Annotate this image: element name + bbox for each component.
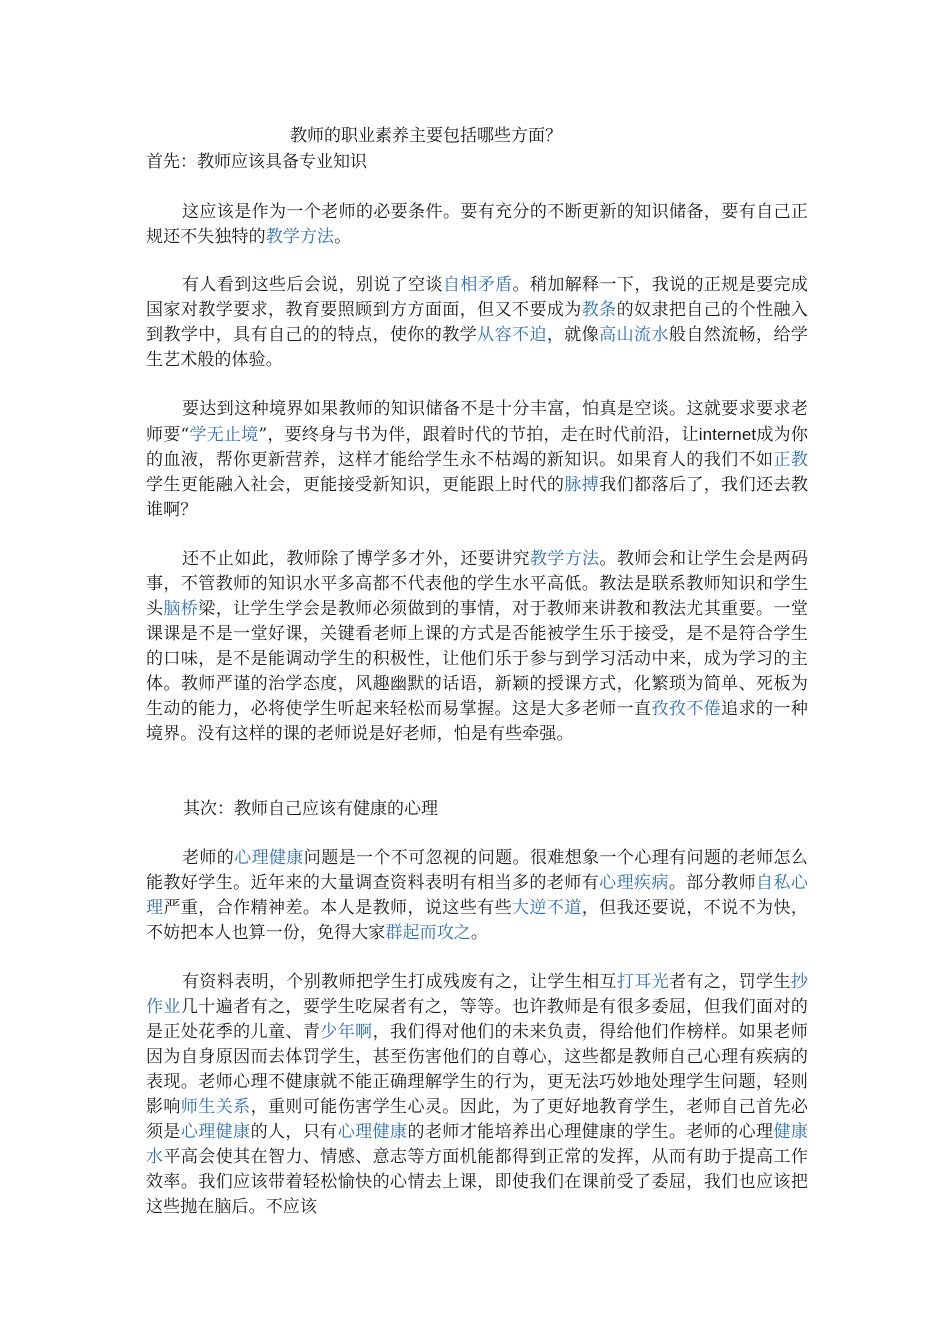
keyword-link[interactable]: 正教 [773,450,808,470]
paragraph-text: ，但我还要说，不说不为快，不妨把本人也算一份，免得大家 [146,898,808,943]
paragraph-2 [146,273,808,373]
section-heading-2: 其次：教师自己应该有健康的心理 [183,799,438,819]
keyword-link[interactable]: 少年啊 [320,1022,373,1042]
keyword-link[interactable]: 心理健康 [180,1122,251,1142]
paragraph-text: 者有之，罚学生 [669,972,791,992]
paragraph-text: 要达到这种境界如果教师的知识储备不是十分丰富，怕真是空谈。这就要求要求老师要“ [146,399,808,445]
paragraph-text: 有资料表明，个别教师把学生打成残废有之，让学生相互 [182,972,617,992]
paragraph-4 [146,547,808,747]
keyword-link[interactable]: 孜孜不倦 [651,699,722,719]
keyword-link[interactable]: 脉搏 [564,475,600,495]
paragraph-text: 严重，合作精神差。本人是教师，说这些有些 [163,898,513,918]
paragraph-6 [146,970,808,1220]
paragraph-text: 。 [470,923,489,943]
paragraph-text: 这应该是作为一个老师的必要条件。要有充分的不断更新的知识储备，要有自己正规还不失独特的 [146,202,808,247]
paragraph-text: 般自然流畅，给学生艺术般的体验。 [146,325,808,370]
keyword-link[interactable]: 从容不迫 [477,325,547,345]
keyword-link[interactable]: 抄作业 [146,972,809,1017]
keyword-link[interactable]: 群起而攻之 [385,923,471,943]
keyword-link[interactable]: 自私心理 [146,873,808,918]
paragraph-text: 平高会使其在智力、情感、意志等方面机能都得到正常的发挥，从而有助于提高工作效率。我们应该带着轻松愉快的心情去上课，即使我们在课前受了委屈，我们也应该把这些抛在脑后。不应该 [146,1147,808,1217]
keyword-link[interactable]: 心理疾病 [599,873,669,893]
paragraph-text: 我们都落后了，我们还去教谁啊？ [146,475,808,520]
paragraph-text: 的人，只有 [250,1122,338,1142]
paragraph-text: ”，要终身与书为伴，跟着时代的节拍，走在时代前沿，让 [258,425,699,445]
paragraph-text: 梁，让学生学会是教师必须做到的事情，对于教师来讲教和教法尤其重要。一堂课课是不是一堂好课，关键看老师上课的方式是否能被学生乐于接受，是不是符合学生的口味，是不是能调动学生的积极性，让他们乐于参与到学习活动中来，成为学习的主体。教师严谨的治学态度，风趣幽默的话语，新颖的授课方式，化繁琐为简单、死板为生动的能力，必将使学生听起来轻松而易掌握。这是大多老师一直 [146,599,808,719]
keyword-link[interactable]: 教学方法 [529,549,600,569]
paragraph-text: 成为你的血液，帮你更新营养，这样才能给学生永不枯竭的新知识。如果育人的我们不如 [146,425,808,470]
keyword-link[interactable]: 高山流水 [599,325,669,345]
keyword-link[interactable]: 打耳光 [616,972,670,992]
paragraph-5 [146,846,808,946]
paragraph-text: 。教师会和让学生会是两码事，不管教师的知识水平多高都不代表他的学生水平高低。教法是联系教师知识和学生头 [146,549,808,619]
paragraph-text: 老师的 [182,848,235,868]
paragraph-text: ，就像 [546,325,600,345]
paragraph-text: 追求的一种境界。没有这样的课的老师说是好老师，怕是有些牵强。 [146,699,808,744]
keyword-link[interactable]: 心理健康 [234,848,304,868]
paragraph-text: 的老师才能培养出心理健康的学生。老师的心理 [407,1122,774,1142]
keyword-link[interactable]: 大逆不道 [512,898,582,918]
paragraph-text: 。部分教师 [668,873,757,893]
paragraph-text: internet [698,425,757,444]
paragraph-text: ，我们得对他们的未来负责，得给他们作榜样。如果老师因为自身原因而去体罚学生，甚至伤害他们的自尊心，这些都是教师自己心理有疾病的表现。老师心理不健康就不能正确理解学生的行为，更无法巧妙地处理学生问题，轻则影响 [146,1022,808,1117]
paragraph-text: 。 [334,227,352,247]
keyword-link[interactable]: 自相矛盾 [442,275,513,295]
keyword-link[interactable]: 师生关系 [180,1097,251,1117]
paragraph-text: 问题是一个不可忽视的问题。很难想象一个心理有问题的老师怎么能教好学生。近年来的大量调查资料表明有相当多的老师有 [146,848,808,893]
paragraph-text: 学生更能融入社会，更能接受新知识，更能跟上时代的 [146,475,565,495]
keyword-link[interactable]: 教学方法 [265,227,335,247]
paragraph-text: 的奴隶把自己的个性融入到教学中，具有自己的的特点，使你的教学 [146,300,808,345]
keyword-link[interactable]: 脑桥 [163,599,199,619]
keyword-link[interactable]: 教条 [581,300,617,320]
paragraph-text: 有人看到这些后会说，别说了空谈 [182,275,443,295]
keyword-link[interactable]: 健康水 [146,1122,808,1167]
paragraph-1 [146,200,808,250]
paragraph-text: 。稍加解释一下，我说的正规是要完成国家对教学要求，教育要照顾到方方面面，但又不要成为 [146,275,808,320]
paragraph-text: ，重则可能伤害学生心灵。因此，为了更好地教育学生，老师自己首先必须是 [146,1097,808,1142]
paragraph-text: 还不止如此，教师除了博学多才外，还要讲究 [182,549,530,569]
section-heading-1: 首先：教师应该具备专业知识 [146,152,367,172]
keyword-link[interactable]: 学无止境 [189,425,259,445]
keyword-link[interactable]: 心理健康 [337,1122,408,1142]
paragraph-text: 几十遍者有之，要学生吃屎者有之，等等。也许教师是有很多委屈，但我们面对的是正处花季的儿童、青 [146,997,808,1042]
paragraph-3 [146,397,808,523]
document-title: 教师的职业素养主要包括哪些方面？ [290,126,562,146]
